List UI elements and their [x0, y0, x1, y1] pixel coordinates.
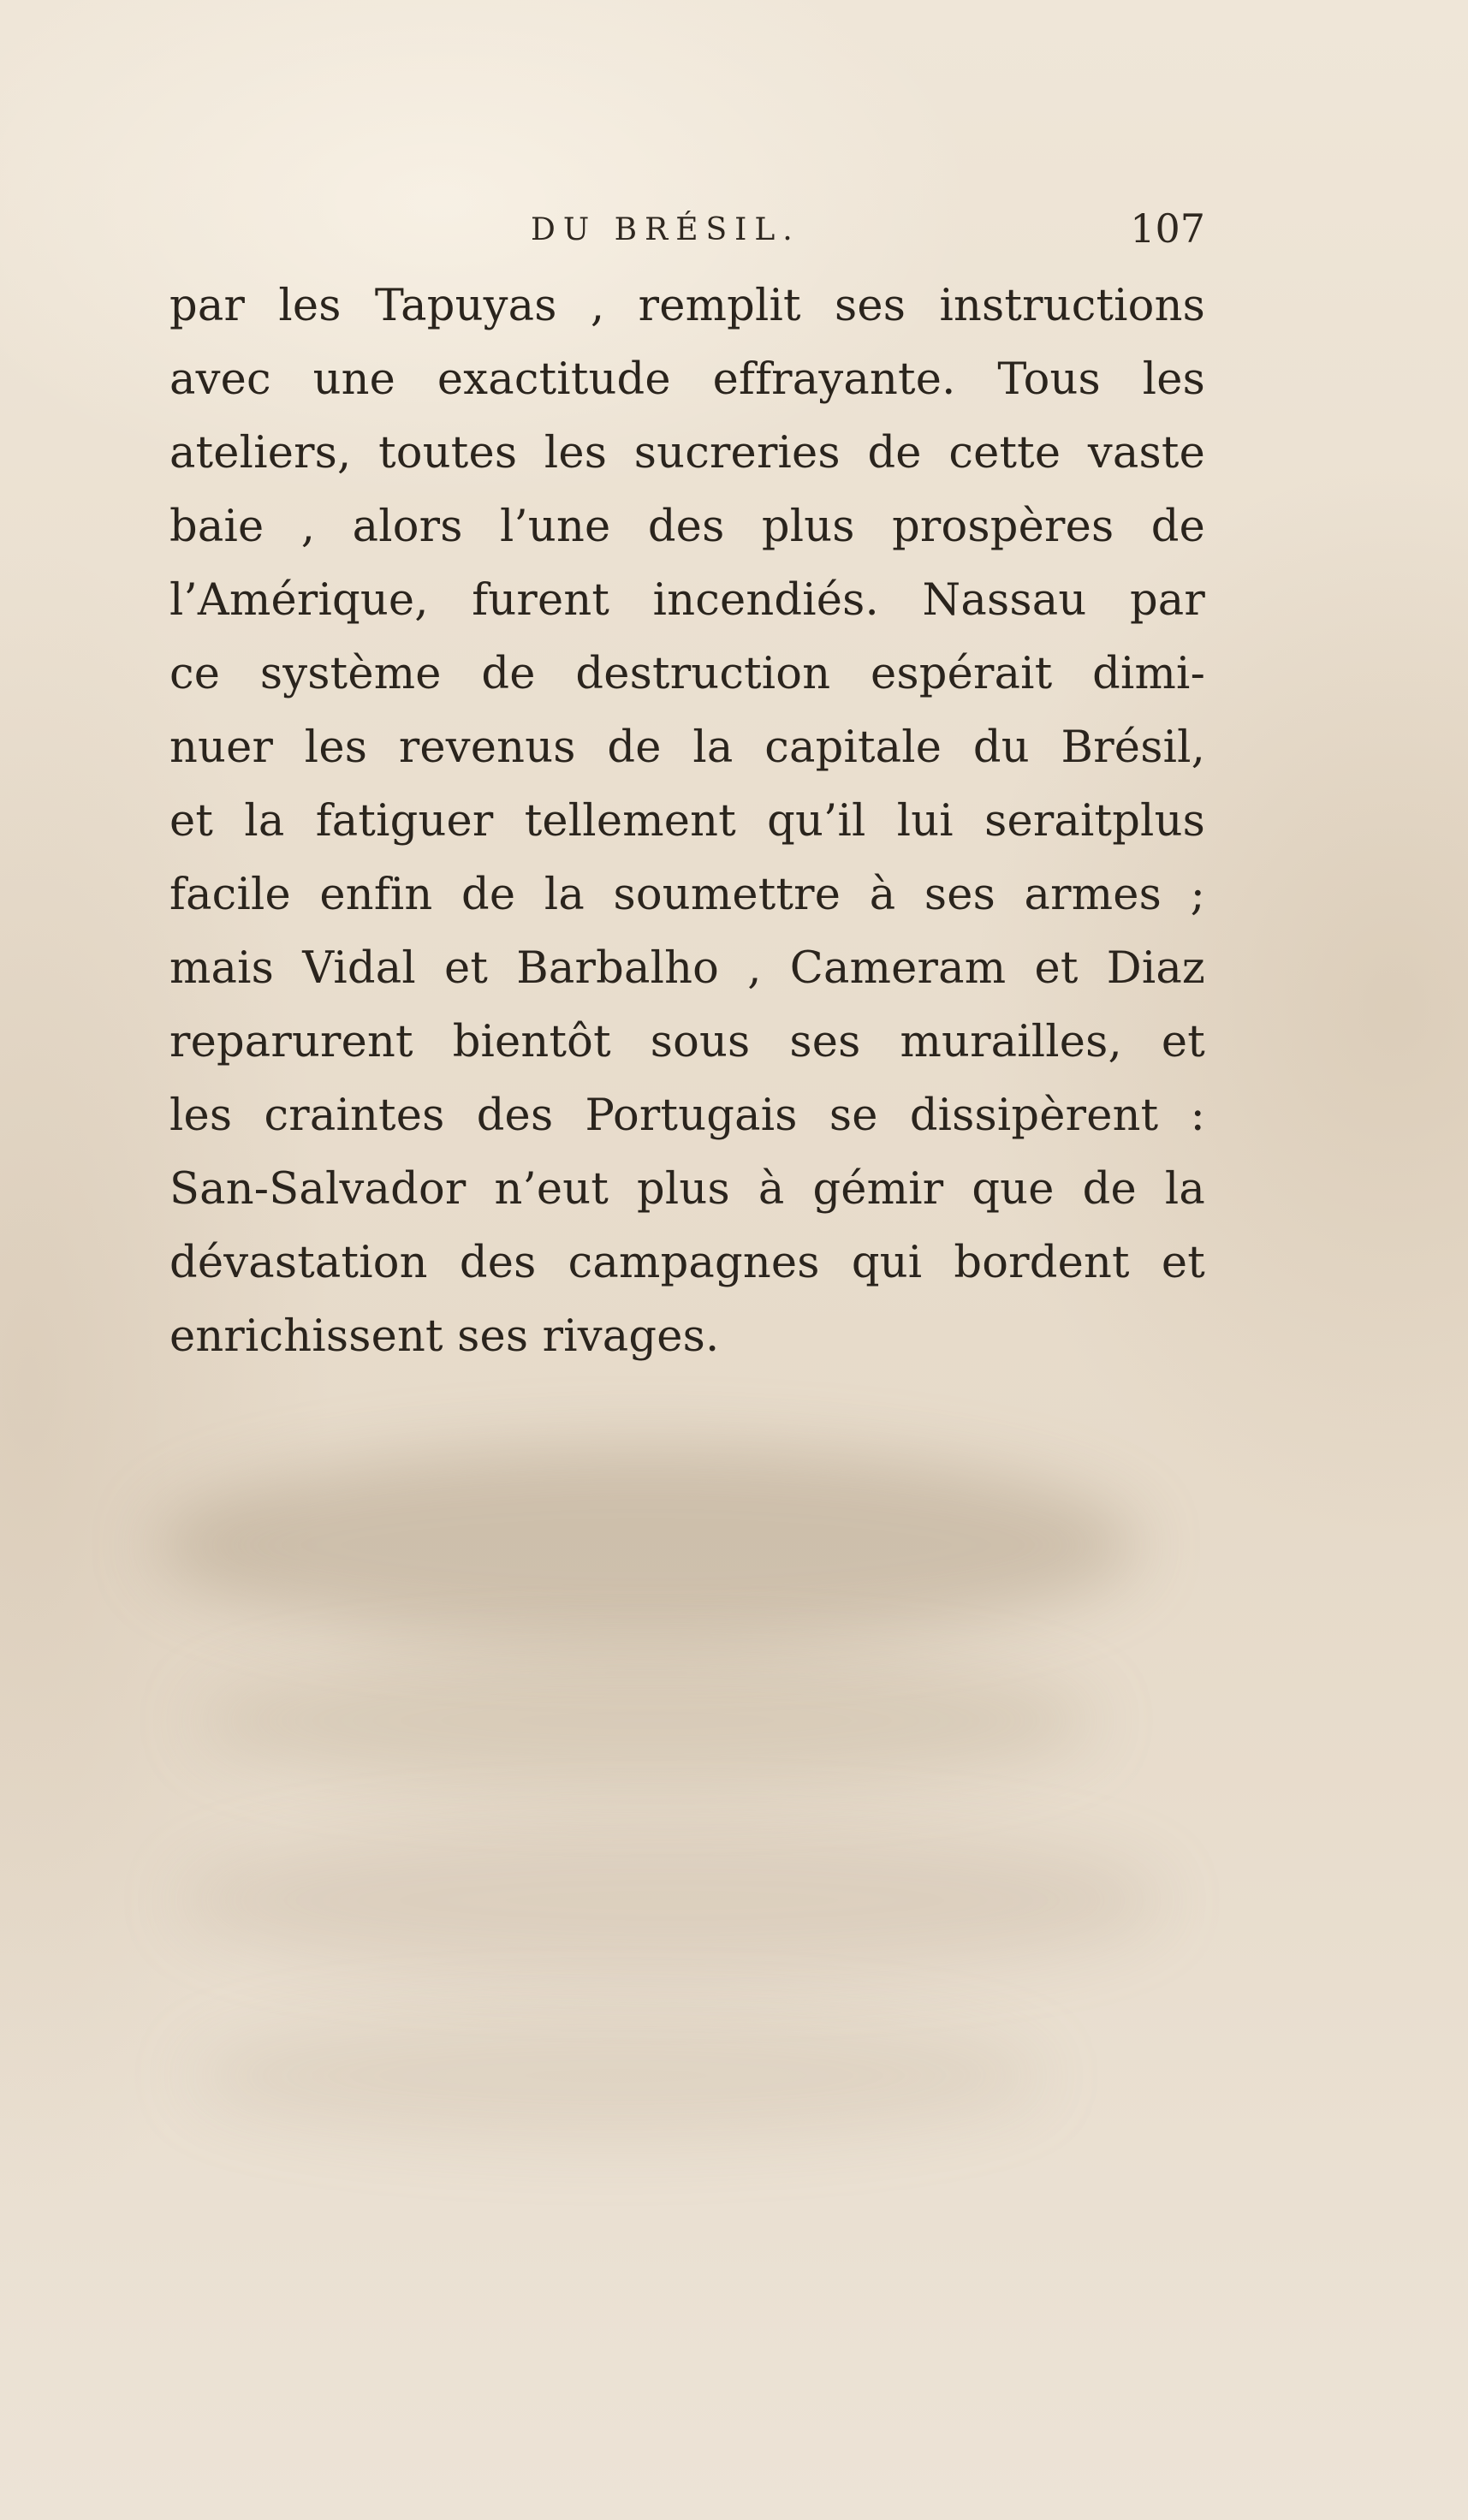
bleed-through-shadow — [154, 1447, 1138, 1643]
running-title: DU BRÉSIL. — [531, 212, 800, 247]
text-line: par les Tapuyas , remplit ses instructions — [169, 281, 1205, 331]
text-line: reparurent bientôt sous ses murailles, et — [169, 1017, 1205, 1067]
text-line: nuer les revenus de la capitale du Brésil, — [169, 722, 1205, 773]
text-line: San-Salvador n’eut plus à gémir que de la — [169, 1164, 1205, 1215]
text-line: les craintes des Portugais se dissipèrent : — [169, 1091, 1205, 1141]
body-text — [169, 270, 1205, 1374]
page-header — [171, 205, 1205, 265]
text-line: ce système de destruction espérait dimi- — [169, 649, 1205, 699]
text-line: dévastation des campagnes qui bordent et — [169, 1238, 1205, 1288]
text-line: et la fatiguer tellement qu’il lui seraitplus — [169, 796, 1205, 847]
bleed-through-shadow — [180, 1823, 1164, 1977]
text-line: baie , alors l’une des plus prospères de — [169, 502, 1205, 552]
text-line: avec une exactitude effrayante. Tous les — [169, 354, 1205, 405]
bleed-through-shadow — [197, 1652, 1096, 1789]
text-line: mais Vidal et Barbalho , Cameram et Diaz — [169, 943, 1205, 994]
bleed-through-shadow — [188, 2012, 1044, 2140]
page-number: 107 — [1130, 205, 1205, 252]
text-line: enrichissent ses rivages. — [169, 1311, 720, 1362]
text-line: ateliers, toutes les sucreries de cette vaste — [169, 428, 1205, 478]
text-line: facile enfin de la soumettre à ses armes ; — [169, 870, 1205, 920]
text-line: l’Amérique, furent incendiés. Nassau par — [169, 575, 1205, 626]
